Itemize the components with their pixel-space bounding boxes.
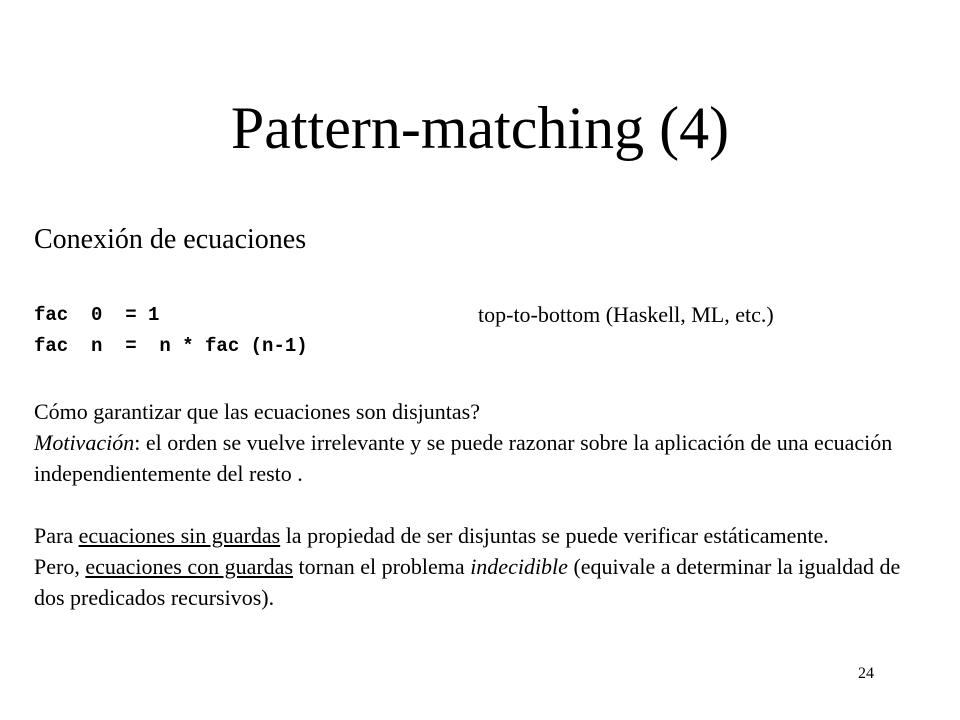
text-segment: Pero,	[34, 554, 86, 579]
slide-subtitle: Conexión de ecuaciones	[34, 224, 307, 255]
code-line-1: fac 0 = 1	[34, 304, 160, 326]
page-number: 24	[858, 665, 874, 682]
evaluation-order-note: top-to-bottom (Haskell, ML, etc.)	[478, 302, 774, 327]
unguarded-equations-term: ecuaciones sin guardas	[78, 523, 281, 548]
text-segment: Para	[34, 523, 79, 548]
code-line-2: fac n = n * fac (n-1)	[34, 335, 308, 357]
motivation-text: : el orden se vuelve irrelevante y se puede razonar sobre la aplicación de una ecuación independientemente del resto .	[34, 430, 893, 486]
text-segment: tornan el problema	[293, 554, 471, 579]
question-text: Cómo garantizar que las ecuaciones son disjuntas?	[34, 399, 480, 424]
motivation-label: Motivación	[34, 430, 135, 455]
disjointness-paragraph	[34, 396, 934, 489]
undecidable-term: indecidible	[470, 554, 568, 579]
guarded-equations-term: ecuaciones con guardas	[85, 554, 294, 579]
text-segment: (equivale a determinar la igualdad de dos predicados recursivos).	[34, 554, 901, 610]
text-segment: la propiedad de ser disjuntas se puede verificar estáticamente.	[280, 523, 829, 548]
guards-paragraph	[34, 520, 934, 613]
slide-title: Pattern-matching (4)	[230, 95, 730, 161]
